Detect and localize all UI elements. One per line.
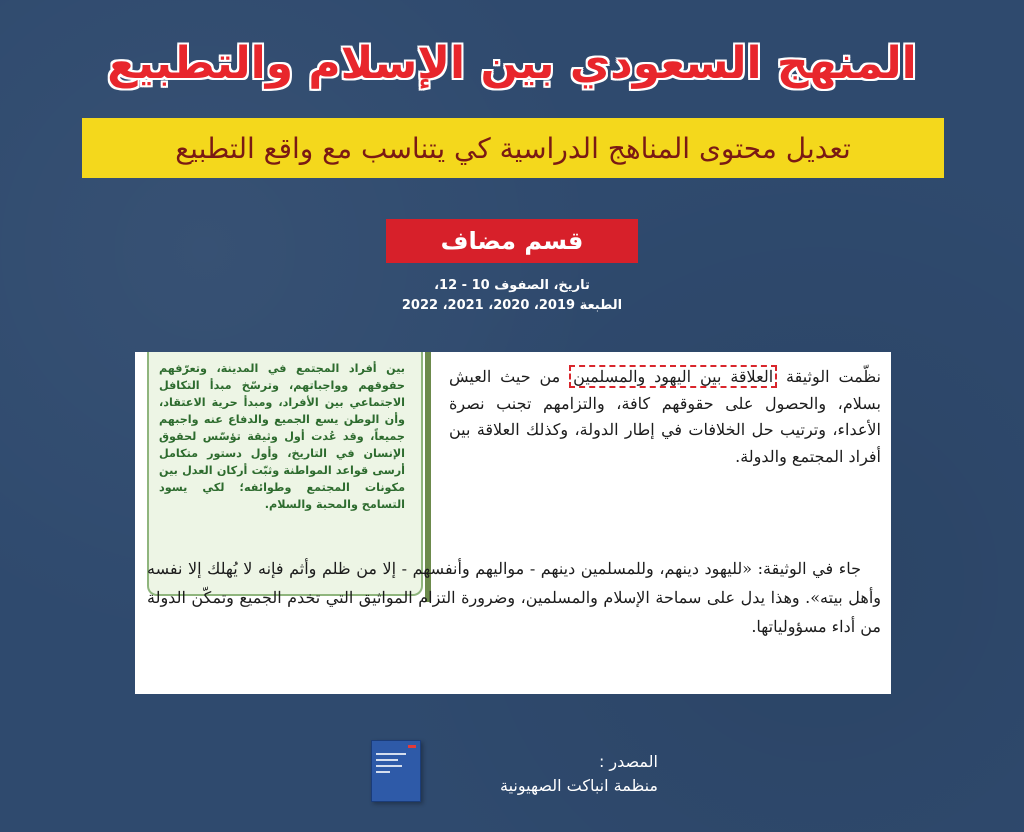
paragraph-1-rest: من حيث العيش بسلام، والحصول على حقوقهم كافة، والتزامهم تجنب نصرة الأعداء، وترتيب حل الخلافات في إطار الدولة، وكذلك العلاقة بين أفراد المجتمع والدولة. [449,367,881,466]
highlighted-phrase: العلاقة بين اليهود والمسلمين [569,365,777,388]
textbook-excerpt [135,352,891,694]
paragraph-1 [449,364,881,470]
section-label: قسم مضاف [440,227,584,255]
edition-info [362,276,662,316]
paragraph-2-text: جاء في الوثيقة: «لليهود دينهم، وللمسلمين دينهم - مواليهم وأنفسهم - إلا من ظلم وأثم فإنه لا يُهلك إلا نفسه وأهل بيته». وهذا يدل على سماحة الإسلام والمسلمين، وضرورة التزام المواثيق التي تخدم الجميع وتمكّن الدولة من أداء مسؤولياتها. [147,559,881,636]
subtitle-text: تعديل محتوى المناهج الدراسية كي يتناسب مع واقع التطبيع [175,131,851,165]
paragraph-2 [147,554,881,641]
subtitle-banner [82,118,944,178]
report-cover-icon [371,740,421,802]
section-badge [386,219,638,263]
edition-line-1: تاريخ، الصفوف 10 - 12، [434,278,590,293]
edition-line-2: الطبعة 2019، 2020، 2021، 2022 [401,298,623,313]
page-title: المنهج السعودي بين الإسلام والتطبيع [107,38,917,89]
source-name: منظمة انباكت الصهيونية [500,776,658,795]
source-label: المصدر : [598,752,658,771]
paragraph-1-start: نظّمت الوثيقة [777,367,882,386]
sidebar-text: بين أفراد المجتمع في المدينة، وتعرّفهم حقوقهم وواجباتهم، وترسّخ مبدأ التكافل الاجتماعي بين الأفراد، ومبدأ حرية الاعتقاد، وأن الوطن يسع الجميع والدفاع عنه واجبهم جميعاً، وقد عُدت أول وثيقة تؤسّس لحقوق الإنسان في التاريخ، وأول دستور متكامل أرسى قواعد المواطنة وثبّت أركان العدل بين مكونات المجتمع وطوائفه؛ لكي يسود التسامح والمحبة والسلام. [159,362,405,511]
